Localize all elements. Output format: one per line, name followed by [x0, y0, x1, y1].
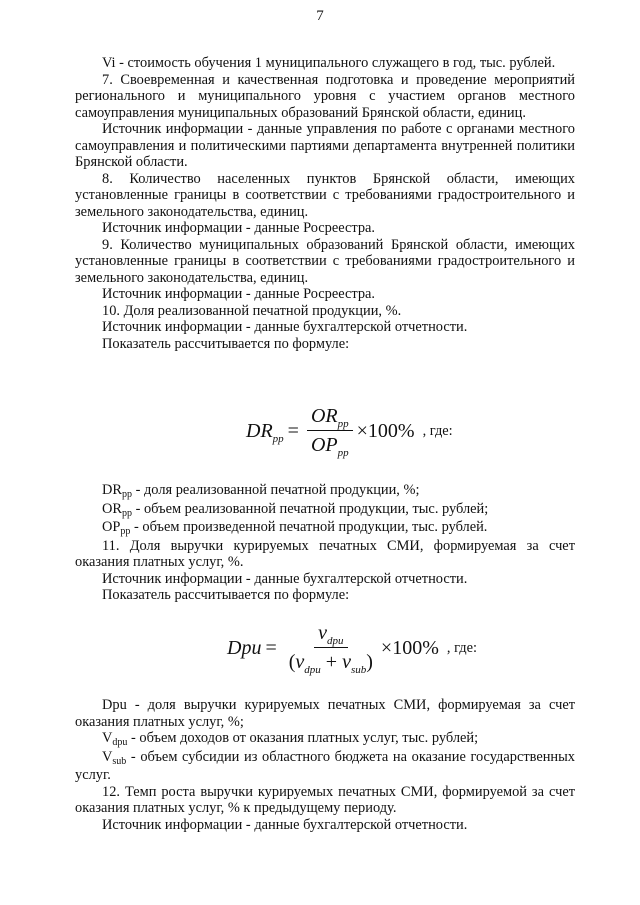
formula-lhs: $DR_{pp}$	[246, 419, 284, 445]
formula-fraction	[285, 622, 377, 674]
definition-dr: $DR_{pp}$ - доля реализованной печатной продукции, %;	[102, 482, 420, 500]
fraction-denominator: $OP_{pp}$	[310, 434, 349, 459]
definition-dpu: Dpu - доля выручки курируемых печатных СМИ, формируемая за счет оказания платных услуг, %;	[75, 697, 575, 730]
paragraph-9: 9. Количество муниципальных образований Брянской области, имеющих установленные границы в соответствии с требованиями градостроительного и земельного законодательства, единиц.	[75, 236, 575, 286]
paragraph-source-11: Источник информации - данные бухгалтерской отчетности.	[102, 570, 468, 587]
paragraph-source-12: Источник информации - данные бухгалтерской отчетности.	[102, 816, 468, 833]
paragraph-7: 7. Своевременная и качественная подготовка и проведение мероприятий регионального и муниципального уровня с участием органов местного самоуправления муниципальных образований Брянской области, единиц.	[75, 71, 575, 121]
paragraph-source-7: Источник информации - данные управления по работе с органами местного самоуправления и политическими партиями департамента внутренней политики Брянской области.	[75, 121, 575, 170]
text-block-1	[75, 55, 575, 352]
paragraph-formula-intro-2: Показатель рассчитывается по формуле:	[102, 587, 350, 603]
paragraph-formula-intro-1: Показатель рассчитывается по формуле:	[102, 335, 350, 352]
paragraph-vi: Vi - стоимость обучения 1 муниципального служащего в год, тыс. рублей.	[102, 55, 556, 71]
equals-sign: =	[287, 419, 299, 442]
formula-where: , где:	[446, 639, 477, 656]
paragraph-source-9: Источник информации - данные Росреестра.	[102, 286, 376, 302]
paragraph-source-8: Источник информации - данные Росреестра.	[102, 220, 376, 236]
definitions-2	[75, 697, 575, 833]
page-number: 7	[316, 8, 324, 24]
formula-multiplier: ×100%	[380, 636, 439, 659]
paragraph-12: 12. Темп роста выручки курируемых печатных СМИ, формируемой за счет оказания платных услуг, % к предыдущему периоду.	[75, 783, 575, 816]
fraction-numerator: $v_{dpu}$	[314, 622, 347, 648]
definition-vdpu: $V_{dpu}$ - объем доходов от оказания платных услуг, тыс. рублей;	[102, 730, 479, 748]
formula-dr-pp	[246, 405, 453, 457]
formula-lhs: Dpu	[227, 636, 262, 659]
formula-fraction	[307, 405, 353, 457]
definitions-1	[75, 482, 575, 604]
fraction-denominator: $(v_{dpu} + v_{sub})$	[288, 651, 373, 676]
formula-where: , где:	[422, 422, 453, 439]
definition-vsub: $V_{sub}$ - объем субсидии из областного бюджета на оказание государственных услуг.	[75, 748, 575, 783]
paragraph-source-10: Источник информации - данные бухгалтерской отчетности.	[102, 319, 468, 335]
definition-op: $OP_{pp}$ - объем произведенной печатной продукции, тыс. рублей.	[102, 519, 488, 537]
formula-multiplier: ×100%	[356, 419, 415, 442]
paragraph-8: 8. Количество населенных пунктов Брянской области, имеющих установленные границы в соответствии с требованиями градостроительного и земельного законодательства, единиц.	[75, 170, 575, 220]
fraction-numerator: $OR_{pp}$	[307, 405, 353, 431]
paragraph-11: 11. Доля выручки курируемых печатных СМИ, формируемая за счет оказания платных услуг, %.	[75, 537, 575, 570]
paragraph-10: 10. Доля реализованной печатной продукции, %.	[102, 302, 402, 319]
definition-or: $OR_{pp}$ - объем реализованной печатной продукции, тыс. рублей;	[102, 500, 489, 519]
formula-dpu	[227, 622, 477, 674]
equals-sign: =	[265, 636, 277, 659]
